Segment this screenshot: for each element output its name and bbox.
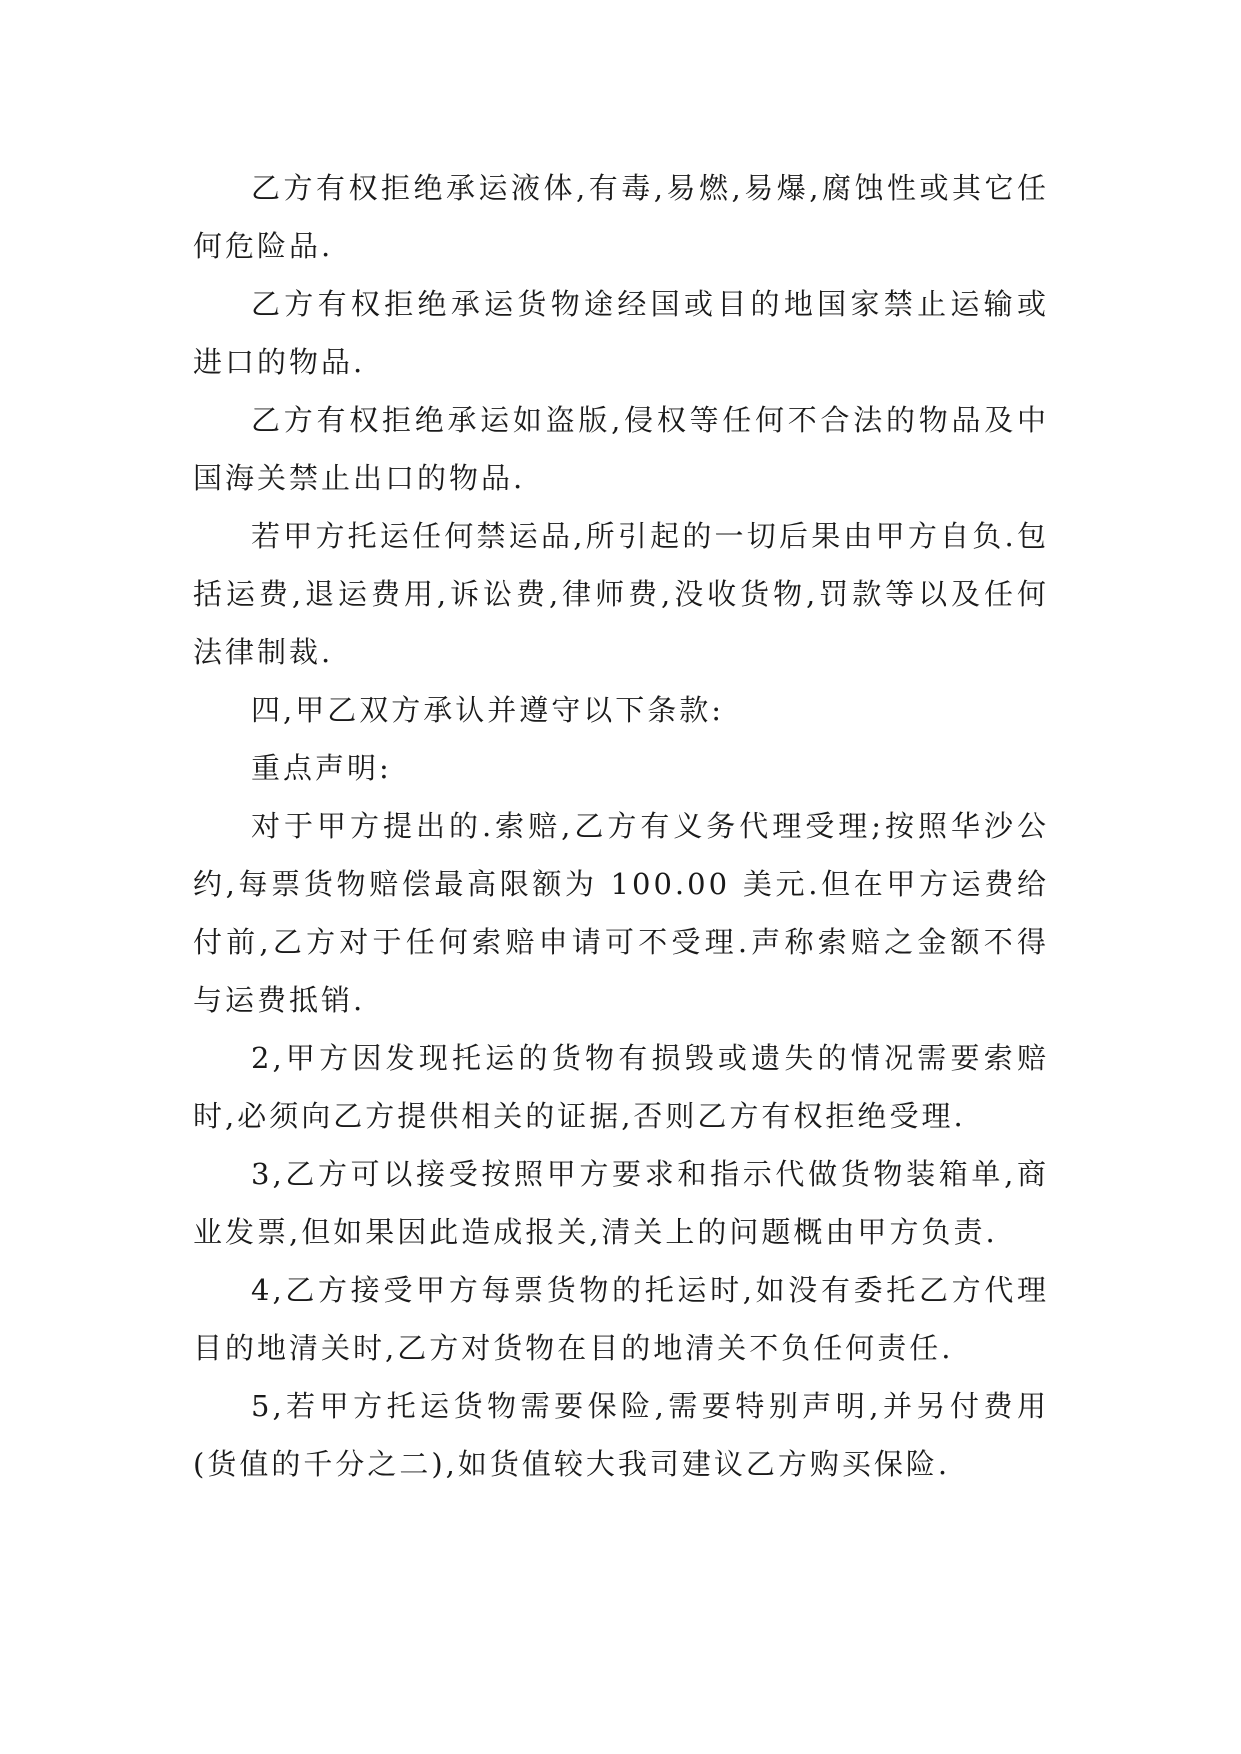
clause-2: 2,甲方因发现托运的货物有损毁或遗失的情况需要索赔时,必须向乙方提供相关的证据,否则乙方有权拒绝受理.	[193, 1041, 1049, 1133]
paragraph-claims: 对于甲方提出的.索赔,乙方有义务代理受理;按照华沙公约,每票货物赔偿最高限额为 100.00 美元.但在甲方运费给付前,乙方对于任何索赔申请可不受理.声称索赔之金额不得与运费抵销.	[193, 809, 1049, 1017]
section-heading-four: 四,甲乙双方承认并遵守以下条款:	[251, 693, 724, 727]
paragraph-prohibited-transit: 乙方有权拒绝承运货物途经国或目的地国家禁止运输或进口的物品.	[193, 287, 1049, 379]
clause-5: 5,若甲方托运货物需要保险,需要特别声明,并另付费用(货值的千分之二),如货值较大我司建议乙方购买保险.	[193, 1389, 1049, 1481]
important-statement-heading: 重点声明:	[251, 751, 392, 785]
clause-3: 3,乙方可以接受按照甲方要求和指示代做货物装箱单,商业发票,但如果因此造成报关,清关上的问题概由甲方负责.	[193, 1157, 1049, 1249]
paragraph-contraband-liability: 若甲方托运任何禁运品,所引起的一切后果由甲方自负.包括运费,退运费用,诉讼费,律师费,没收货物,罚款等以及任何法律制裁.	[193, 519, 1049, 669]
document-body	[193, 159, 1049, 1493]
clause-4: 4,乙方接受甲方每票货物的托运时,如没有委托乙方代理目的地清关时,乙方对货物在目的地清关不负任何责任.	[193, 1273, 1049, 1365]
paragraph-illegal-goods: 乙方有权拒绝承运如盗版,侵权等任何不合法的物品及中国海关禁止出口的物品.	[193, 403, 1049, 495]
paragraph-dangerous-goods: 乙方有权拒绝承运液体,有毒,易燃,易爆,腐蚀性或其它任何危险品.	[193, 171, 1049, 263]
